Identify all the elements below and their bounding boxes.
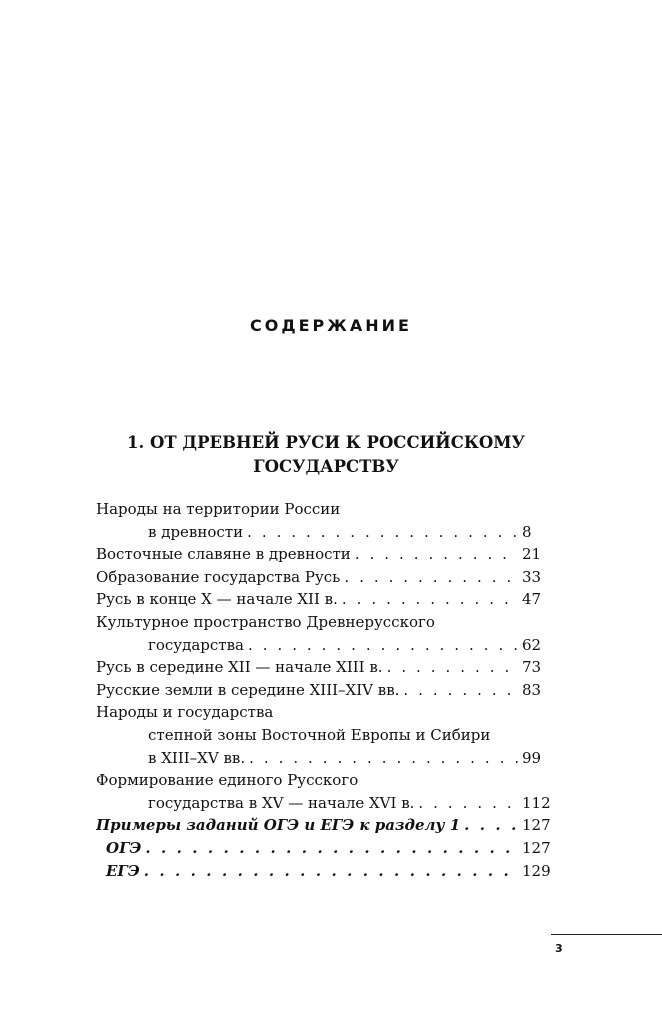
- toc-entry: [96, 701, 556, 724]
- page-title: СОДЕРЖАНИЕ: [250, 316, 412, 335]
- dot-leader: [344, 566, 518, 589]
- toc-page-number: 129: [522, 861, 551, 880]
- dot-leader: [403, 679, 518, 702]
- toc-page-number: 47: [522, 590, 542, 609]
- dot-leader: [355, 543, 518, 566]
- dot-leader: [247, 521, 518, 544]
- toc-entry-text: Народы на территории России: [96, 500, 341, 518]
- toc-entry-text: Формирование единого Русского: [96, 771, 359, 790]
- dot-leader: [145, 837, 518, 860]
- section-title-line-2: ГОСУДАРСТВУ: [253, 457, 399, 476]
- dot-leader: [248, 634, 518, 657]
- table-of-contents: [96, 498, 556, 882]
- toc-page-number: 62: [522, 635, 542, 654]
- toc-entry-text: Русь в середине XII — начале XIII в.: [96, 658, 383, 677]
- toc-page-number: 33: [522, 567, 542, 586]
- dot-leader: [342, 588, 518, 611]
- toc-entry-ege: [96, 860, 556, 883]
- toc-entry-text: степной зоны Восточной Европы и Сибири: [148, 725, 491, 744]
- toc-entry: [96, 679, 556, 702]
- toc-page-number: 21: [522, 545, 542, 564]
- toc-entry-text: ОГЭ: [106, 838, 142, 857]
- toc-entry-text: в XIII–XV вв.: [148, 748, 246, 767]
- toc-entry: [96, 521, 556, 544]
- dot-leader: [387, 656, 518, 679]
- toc-page-number: 112: [522, 793, 551, 812]
- toc-entry: [96, 543, 556, 566]
- toc-entry-text: Восточные славяне в древности: [96, 545, 351, 564]
- section-title-line-1: 1. ОТ ДРЕВНЕЙ РУСИ К РОССИЙСКОМУ: [127, 433, 525, 452]
- toc-entry-oge: [96, 837, 556, 860]
- toc-entry-text: государства: [148, 635, 244, 654]
- toc-page-number: 73: [522, 658, 542, 677]
- dot-leader: [418, 792, 518, 815]
- toc-entry-text: Примеры заданий ОГЭ и ЕГЭ к разделу 1: [96, 816, 461, 835]
- toc-entry-text: Русские земли в середине XIII–XIV вв.: [96, 680, 400, 699]
- toc-entry: [96, 656, 556, 679]
- toc-entry-text: Народы и государства: [96, 703, 274, 722]
- dot-leader: [144, 860, 518, 883]
- toc-entry: [96, 792, 556, 815]
- toc-entry: [96, 611, 556, 634]
- toc-entry: [96, 634, 556, 657]
- toc-entry-text: государства в XV — начале XVI в.: [148, 793, 415, 812]
- toc-entry-text: Образование государства Русь: [96, 567, 341, 586]
- footer-rule: [551, 934, 662, 935]
- toc-entry: [96, 498, 556, 521]
- toc-entry-examples: [96, 814, 556, 837]
- toc-entry: [96, 747, 556, 770]
- page-number: 3: [555, 942, 563, 955]
- toc-page-number: 83: [522, 680, 542, 699]
- toc-entry: [96, 724, 556, 747]
- toc-page-number: 8: [522, 522, 532, 541]
- toc-entry-text: ЕГЭ: [106, 861, 140, 880]
- dot-leader: [249, 747, 518, 770]
- toc-page-number: 99: [522, 748, 542, 767]
- toc-entry-text: в древности: [148, 522, 244, 541]
- toc-entry: [96, 566, 556, 589]
- toc-entry: [96, 588, 556, 611]
- toc-page-number: 127: [522, 816, 551, 835]
- toc-entry-text: Русь в конце X — начале XII в.: [96, 590, 338, 609]
- toc-entry: [96, 769, 556, 792]
- dot-leader: [464, 814, 518, 837]
- toc-entry-text: Культурное пространство Древнерусского: [96, 612, 435, 631]
- toc-page-number: 127: [522, 838, 551, 857]
- section-title: [96, 431, 556, 479]
